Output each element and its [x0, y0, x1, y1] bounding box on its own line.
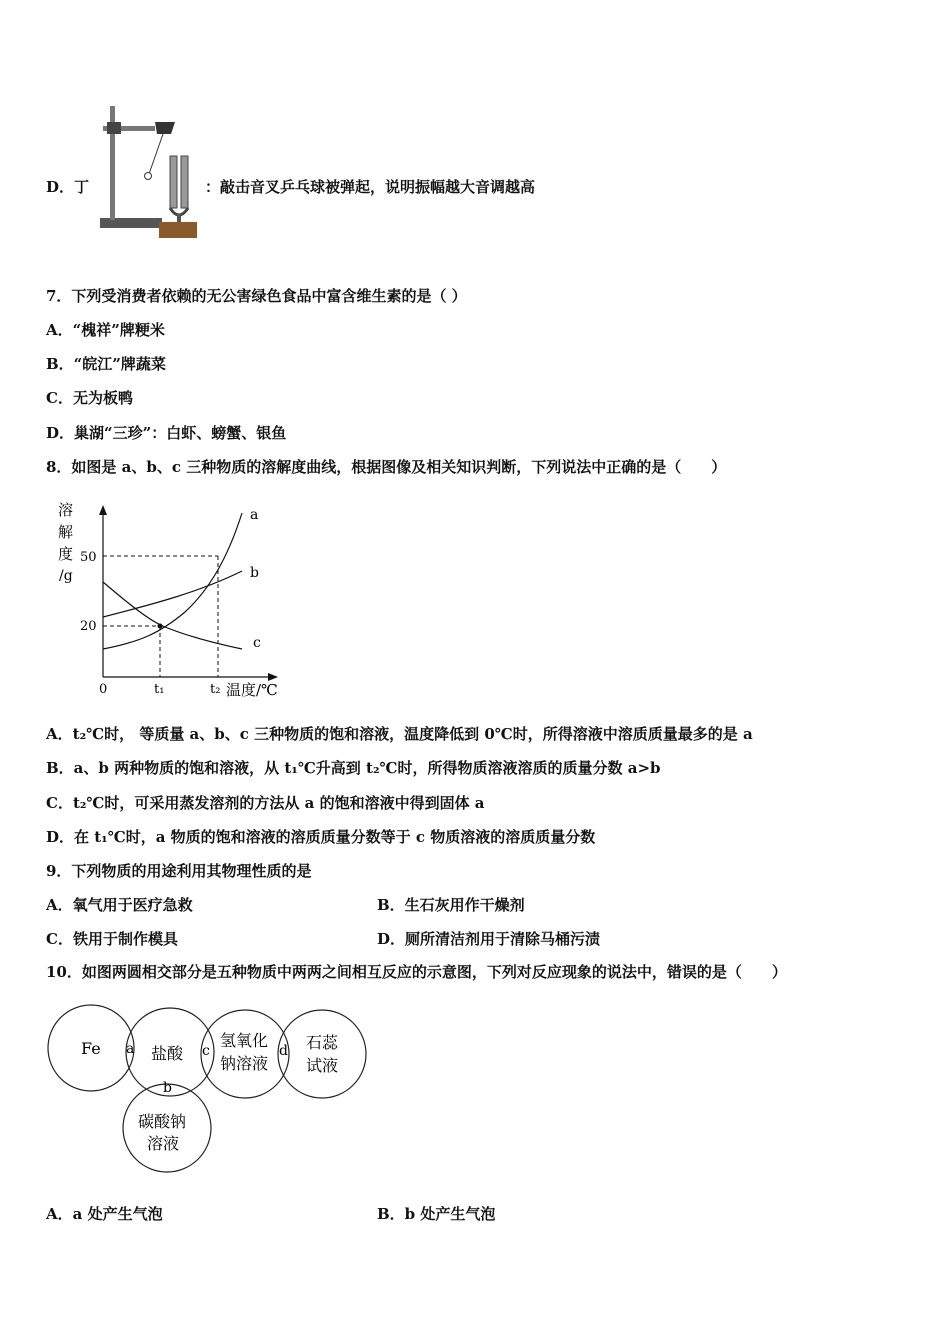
y-tick-20: 20 — [80, 619, 97, 634]
ylabel-char-2: 解 — [58, 523, 74, 541]
q7-option-a[interactable]: A．“槐祥”牌粳米 — [46, 321, 165, 339]
curve-label-b: b — [250, 565, 259, 581]
q7-option-d[interactable]: D．巢湖“三珍”：白虾、螃蟹、银鱼 — [46, 424, 287, 442]
curve-label-c: c — [253, 635, 261, 651]
label-na2co3-2: 溶液 — [147, 1134, 180, 1153]
q9-option-a[interactable]: A．氧气用于医疗急救 — [46, 896, 193, 914]
ylabel-char-3: 度 — [58, 545, 74, 563]
q8-stem: 8．如图是 a、b、c 三种物质的溶解度曲线，根据图像及相关知识判断，下列说法中正确的是（ ） — [46, 458, 727, 476]
curve-label-a: a — [250, 507, 259, 523]
q8-option-b[interactable]: B．a、b 两种物质的饱和溶液，从 t₁℃升高到 t₂℃时，所得物质溶液溶质的质量分数 a>b — [46, 759, 661, 777]
y-tick-50: 50 — [80, 550, 97, 565]
label-litmus-2: 试液 — [306, 1056, 339, 1075]
label-naoh-2: 钠溶液 — [220, 1054, 269, 1073]
tuning-fork-apparatus-figure — [95, 100, 205, 240]
solubility-chart — [50, 497, 290, 707]
ylabel-char-4: /g — [59, 568, 73, 584]
ylabel-char-1: 溶 — [58, 501, 74, 519]
label-fe: Fe — [81, 1039, 101, 1058]
q8-option-d[interactable]: D．在 t₁℃时，a 物质的饱和溶液的溶质质量分数等于 c 物质溶液的溶质质量分数 — [46, 828, 596, 846]
region-a: a — [126, 1041, 135, 1057]
q9-option-b[interactable]: B．生石灰用作干燥剂 — [377, 896, 525, 914]
label-naoh-1: 氢氧化 — [220, 1031, 269, 1050]
label-na2co3-1: 碳酸钠 — [138, 1112, 187, 1131]
label-litmus-1: 石蕊 — [306, 1033, 339, 1052]
y-axis-arrow — [99, 505, 107, 515]
q9-stem: 9．下列物质的用途利用其物理性质的是 — [46, 862, 312, 880]
x-tick-t2: t₂ — [210, 682, 221, 697]
q6-option-d-text: ：敲击音叉乒乓球被弹起，说明振幅越大音调越高 — [205, 178, 536, 196]
x-tick-0: 0 — [99, 682, 108, 697]
x-axis-arrow — [268, 673, 278, 681]
x-axis-label: 温度/℃ — [226, 681, 278, 699]
region-c: c — [202, 1043, 210, 1059]
intersection-point — [158, 624, 163, 629]
q9-option-c[interactable]: C．铁用于制作模具 — [46, 930, 178, 948]
region-b: b — [163, 1080, 172, 1096]
curve-b — [103, 571, 242, 617]
x-tick-t1: t₁ — [154, 682, 165, 697]
region-d: d — [279, 1043, 288, 1059]
q10-stem: 10．如图两圆相交部分是五种物质中两两之间相互反应的示意图，下列对反应现象的说法中，错误的是（ ） — [46, 963, 787, 981]
curve-c — [103, 582, 242, 649]
q7-stem: 7．下列受消费者依赖的无公害绿色食品中富含维生素的是（ ） — [46, 287, 467, 305]
q9-option-d[interactable]: D．厕所清洁剂用于清除马桶污渍 — [377, 930, 601, 948]
q10-option-b[interactable]: B．b 处产生气泡 — [377, 1205, 496, 1223]
q7-option-b[interactable]: B．“皖江”牌蔬菜 — [46, 355, 166, 373]
q8-option-c[interactable]: C．t₂℃时，可采用蒸发溶剂的方法从 a 的饱和溶液中得到固体 a — [46, 794, 485, 812]
reaction-circles-diagram — [44, 1000, 374, 1180]
q6-option-d-label[interactable]: D．丁 — [46, 178, 90, 196]
q8-option-a[interactable]: A．t₂℃时， 等质量 a、b、c 三种物质的饱和溶液，温度降低到 0℃时，所得溶液中溶质质量最多的是 a — [46, 725, 753, 743]
label-hcl: 盐酸 — [151, 1044, 184, 1063]
q10-option-a[interactable]: A．a 处产生气泡 — [46, 1205, 163, 1223]
q7-option-c[interactable]: C．无为板鸭 — [46, 389, 133, 407]
circle-litmus — [278, 1010, 366, 1098]
